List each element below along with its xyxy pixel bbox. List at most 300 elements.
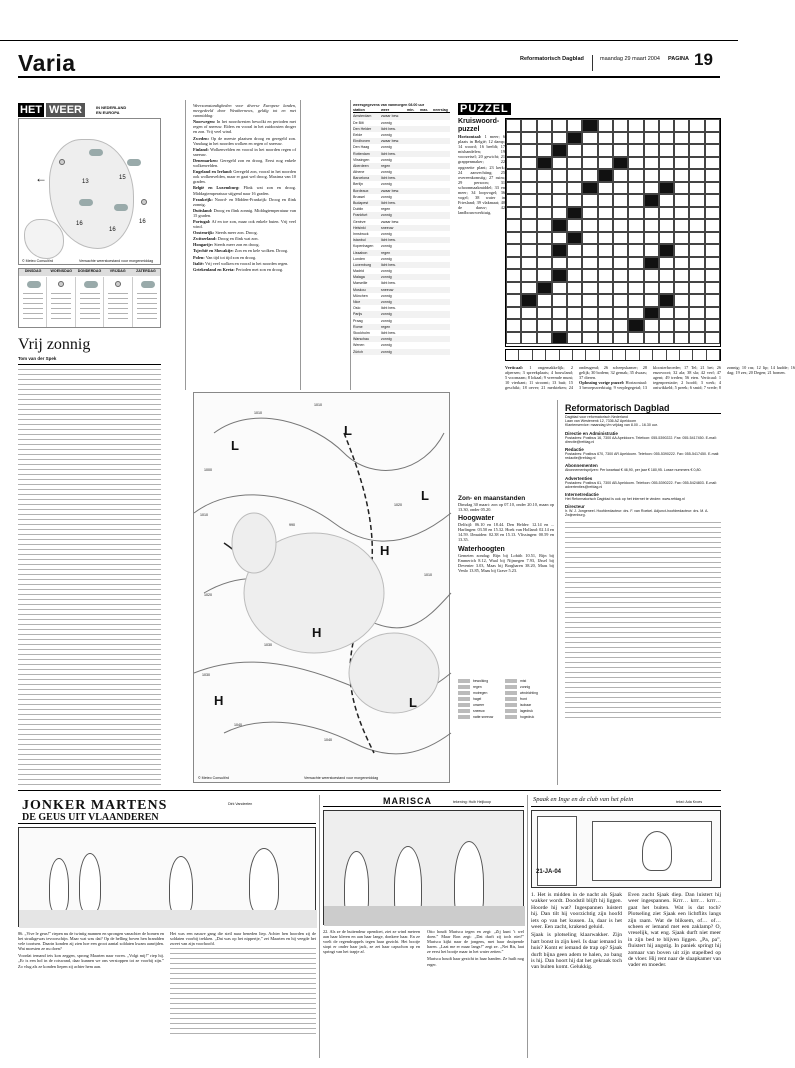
crossword-cell[interactable] [644,307,659,320]
crossword-cell[interactable] [659,219,674,232]
crossword-cell[interactable] [644,182,659,195]
crossword-cell[interactable] [689,157,704,170]
solution-cell[interactable] [640,350,653,360]
crossword-cell[interactable] [705,332,720,345]
crossword-cell[interactable] [552,119,567,132]
crossword-cell[interactable] [552,144,567,157]
crossword-cell[interactable] [582,169,597,182]
station-weather: zonnig [381,269,392,274]
crossword-cell[interactable] [537,307,552,320]
crossword-cell[interactable] [644,169,659,182]
crossword-cell[interactable] [598,132,613,145]
crossword-cell[interactable] [521,232,536,245]
crossword-cell[interactable] [613,194,628,207]
crossword-cell[interactable] [689,269,704,282]
crossword-cell[interactable] [537,319,552,332]
crossword-cell[interactable] [598,169,613,182]
crossword-cell[interactable] [537,169,552,182]
crossword-cell[interactable] [552,244,567,257]
crossword-cell[interactable] [506,194,521,207]
crossword-cell[interactable] [705,207,720,220]
crossword-cell[interactable] [628,307,643,320]
crossword-cell[interactable] [567,257,582,270]
crossword-cell[interactable] [582,144,597,157]
solution-cell[interactable] [680,350,693,360]
crossword-cell[interactable] [567,244,582,257]
crossword-cell[interactable] [567,144,582,157]
sun-icon [115,281,121,287]
crossword-cell[interactable] [628,219,643,232]
legend-symbol-icon [505,715,517,719]
crossword-cell[interactable] [644,319,659,332]
crossword-cell[interactable] [521,144,536,157]
crossword-cell[interactable] [628,282,643,295]
crossword-cell[interactable] [582,332,597,345]
crossword-cell[interactable] [628,232,643,245]
crossword-cell[interactable] [521,157,536,170]
crossword-cell[interactable] [598,257,613,270]
crossword-cell[interactable] [613,232,628,245]
station-weather: zonnig [381,194,392,199]
crossword-cell[interactable] [567,332,582,345]
crossword-cell[interactable] [659,182,674,195]
crossword-cell[interactable] [705,232,720,245]
crossword-cell[interactable] [644,219,659,232]
crossword-cell[interactable] [705,307,720,320]
crossword-cell[interactable] [659,294,674,307]
crossword-cell[interactable] [659,257,674,270]
crossword-cell[interactable] [628,132,643,145]
isobar-label: 1010 [314,403,322,407]
crossword-cell[interactable] [628,144,643,157]
crossword-cell[interactable] [644,232,659,245]
crossword-cell[interactable] [705,244,720,257]
crossword-cell[interactable] [674,332,689,345]
crossword-cell[interactable] [598,269,613,282]
crossword-cell[interactable] [552,207,567,220]
crossword-cell[interactable] [613,182,628,195]
marisca-text-2: Otto houdt Marisca tegen en zegt: „Zij kunt ’t wel doen.” Maar Ron zegt: „Dat durft zij toch niet!” Marisca kijkt naar de jongens, met haar druipende haren. „Laat me er maar langs!” zegt ze. „Net Ris, laat ze eerst het bootje maar in het water zetten.” [427,929,524,955]
crossword-cell[interactable] [689,219,704,232]
country-name: Finland: [193,146,209,152]
crossword-cell[interactable] [644,194,659,207]
crossword-cell[interactable] [628,269,643,282]
solution-cell[interactable] [560,350,573,360]
crossword-cell[interactable] [537,119,552,132]
crossword-cell[interactable] [567,307,582,320]
crossword-cell[interactable] [598,182,613,195]
crossword-cell[interactable] [705,169,720,182]
crossword-cell[interactable] [689,307,704,320]
station-name: Vlissingen [353,157,370,162]
crossword-cell[interactable] [537,207,552,220]
crossword-cell[interactable] [598,232,613,245]
crossword-cell[interactable] [613,119,628,132]
crossword-cell[interactable] [613,282,628,295]
issue-date: maandag 29 maart 2004 [600,56,660,62]
station-weather: licht bew. [381,281,396,286]
crossword-cell[interactable] [628,294,643,307]
crossword-cell[interactable] [613,307,628,320]
crossword-cell[interactable] [567,182,582,195]
jonker-illustration [18,827,316,927]
crossword-cell[interactable] [521,194,536,207]
crossword-cell[interactable] [705,182,720,195]
crossword-cell[interactable] [628,332,643,345]
crossword-cell[interactable] [705,269,720,282]
crossword-cell[interactable] [598,307,613,320]
map-temp: 16 [76,221,83,227]
crossword-cell[interactable] [705,294,720,307]
crossword-cell[interactable] [674,319,689,332]
crossword-cell[interactable] [537,244,552,257]
solution-cell[interactable] [693,350,706,360]
crossword-cell[interactable] [537,157,552,170]
crossword-cell[interactable] [552,294,567,307]
crossword-cell[interactable] [521,257,536,270]
crossword-cell[interactable] [613,319,628,332]
crossword-cell[interactable] [537,194,552,207]
crossword-cell[interactable] [537,269,552,282]
crossword-cell[interactable] [582,219,597,232]
crossword-cell[interactable] [598,219,613,232]
crossword-cell[interactable] [689,232,704,245]
crossword-cell[interactable] [644,257,659,270]
crossword-cell[interactable] [674,269,689,282]
crossword-cell[interactable] [644,282,659,295]
crossword-cell[interactable] [552,232,567,245]
crossword-cell[interactable] [674,257,689,270]
solution-cell[interactable] [653,350,666,360]
crossword-cell[interactable] [598,144,613,157]
crossword-cell[interactable] [567,169,582,182]
crossword-cell[interactable] [659,269,674,282]
crossword-cell[interactable] [552,319,567,332]
crossword-cell[interactable] [521,282,536,295]
crossword-cell[interactable] [506,182,521,195]
crossword-cell[interactable] [628,207,643,220]
crossword-cell[interactable] [674,282,689,295]
crossword-cell[interactable] [613,332,628,345]
crossword-cell[interactable] [689,207,704,220]
crossword-cell[interactable] [705,319,720,332]
crossword-cell[interactable] [552,157,567,170]
crossword-cell[interactable] [521,219,536,232]
sun-icon [141,199,147,205]
crossword-cell[interactable] [613,219,628,232]
crossword-cell[interactable] [628,257,643,270]
crossword-cell[interactable] [598,244,613,257]
solution-cell[interactable] [573,350,586,360]
crossword-cell[interactable] [705,219,720,232]
solution-cell[interactable] [626,350,639,360]
crossword-cell[interactable] [689,194,704,207]
colofon-address: Laan van Westenenk 12, 7336 AZ Apeldoorn [565,419,637,424]
crossword-cell[interactable] [644,269,659,282]
crossword-cell[interactable] [521,269,536,282]
solution-cell[interactable] [533,350,546,360]
crossword-cell[interactable] [537,282,552,295]
crossword-cell[interactable] [613,207,628,220]
crossword-cell[interactable] [674,244,689,257]
crossword-cell[interactable] [705,119,720,132]
crossword-cell[interactable] [659,232,674,245]
puzzle-logo-text: PUZZEL [460,103,509,115]
crossword-cell[interactable] [613,169,628,182]
column-body [18,369,161,789]
station-name: Luxemburg [353,262,371,267]
crossword-cell[interactable] [689,332,704,345]
crossword-cell[interactable] [689,182,704,195]
crossword-cell[interactable] [689,119,704,132]
crossword-cell[interactable] [644,144,659,157]
crossword-cell[interactable] [674,119,689,132]
crossword-cell[interactable] [506,157,521,170]
crossword-cell[interactable] [552,257,567,270]
crossword-cell[interactable] [521,319,536,332]
crossword-cell[interactable] [689,257,704,270]
crossword-cell[interactable] [659,307,674,320]
crossword-cell[interactable] [506,119,521,132]
crossword-cell[interactable] [613,257,628,270]
crossword-cell[interactable] [582,194,597,207]
crossword-cell[interactable] [521,169,536,182]
crossword-cell[interactable] [506,257,521,270]
crossword-cell[interactable] [582,307,597,320]
crossword-cell[interactable] [506,219,521,232]
crossword-cell[interactable] [674,132,689,145]
crossword-cell[interactable] [598,282,613,295]
crossword-cell[interactable] [567,219,582,232]
crossword-cell[interactable] [582,282,597,295]
crossword-cell[interactable] [705,157,720,170]
crossword-cell[interactable] [644,119,659,132]
crossword-cell[interactable] [582,232,597,245]
crossword-cell[interactable] [674,219,689,232]
solution-cell[interactable] [586,350,599,360]
crossword-cell[interactable] [582,244,597,257]
crossword-cell[interactable] [689,132,704,145]
crossword-cell[interactable] [613,244,628,257]
solution-cell[interactable] [519,350,532,360]
crossword-cell[interactable] [613,294,628,307]
crossword-cell[interactable] [598,119,613,132]
crossword-cell[interactable] [705,282,720,295]
crossword-cell[interactable] [689,319,704,332]
crossword-cell[interactable] [705,144,720,157]
crossword-cell[interactable] [598,332,613,345]
crossword-cell[interactable] [537,257,552,270]
crossword-cell[interactable] [552,132,567,145]
crossword-cell[interactable] [674,144,689,157]
crossword-cell[interactable] [567,232,582,245]
europe-intro: Weersomstandigheden voor diverse Europese landen, meegedeeld door Weathernews, geldig tot en met vanmiddag: [193,103,296,119]
crossword-cell[interactable] [506,319,521,332]
crossword-cell[interactable] [659,119,674,132]
jonker-author: Dirk Vandeelen [228,802,253,806]
crossword-cell[interactable] [582,319,597,332]
crossword-cell[interactable] [628,182,643,195]
crossword-cell[interactable] [628,157,643,170]
crossword-cell[interactable] [644,207,659,220]
crossword-cell[interactable] [567,119,582,132]
crossword-cell[interactable] [567,157,582,170]
crossword-cell[interactable] [521,119,536,132]
crossword-cell[interactable] [659,244,674,257]
station-name: Kopenhagen [353,244,374,249]
crossword-cell[interactable] [567,207,582,220]
crossword-cell[interactable] [705,257,720,270]
crossword-cell[interactable] [506,232,521,245]
crossword-cell[interactable] [506,207,521,220]
crossword-cell[interactable] [582,182,597,195]
station-name: Aberdeen [353,163,369,168]
crossword-cell[interactable] [521,182,536,195]
crossword-cell[interactable] [644,294,659,307]
crossword-cell[interactable] [659,144,674,157]
solution-cell[interactable] [667,350,680,360]
crossword-cell[interactable] [659,194,674,207]
crossword-cell[interactable] [521,207,536,220]
crossword-cell[interactable] [582,157,597,170]
crossword-cell[interactable] [674,307,689,320]
crossword-cell[interactable] [537,294,552,307]
crossword-cell[interactable] [552,332,567,345]
solution-cell[interactable] [600,350,613,360]
crossword-cell[interactable] [582,257,597,270]
crossword-cell[interactable] [582,132,597,145]
crossword-cell[interactable] [552,282,567,295]
crossword-cell[interactable] [582,269,597,282]
station-name: Athene [353,170,365,175]
solution-cell[interactable] [707,350,720,360]
crossword-cell[interactable] [598,207,613,220]
crossword-cell[interactable] [598,194,613,207]
crossword-cell[interactable] [659,132,674,145]
country-name: Griekenland en Kreta: [193,266,235,272]
crossword-cell[interactable] [537,219,552,232]
crossword-cell[interactable] [628,319,643,332]
crossword-cell[interactable] [521,244,536,257]
crossword-cell[interactable] [506,269,521,282]
crossword-cell[interactable] [644,244,659,257]
crossword-cell[interactable] [537,132,552,145]
crossword-cell[interactable] [613,269,628,282]
crossword-cell[interactable] [644,332,659,345]
puzzle-horizontal-label: Horizontaal: [458,134,482,139]
crossword-cell[interactable] [659,282,674,295]
crossword-cell[interactable] [537,182,552,195]
crossword-cell[interactable] [674,207,689,220]
crossword-cell[interactable] [552,219,567,232]
crossword-cell[interactable] [644,157,659,170]
crossword-cell[interactable] [506,144,521,157]
legend-symbol-icon [505,697,517,701]
crossword-cell[interactable] [674,294,689,307]
crossword-cell[interactable] [705,132,720,145]
crossword-cell[interactable] [628,119,643,132]
crossword-cell[interactable] [689,282,704,295]
crossword-cell[interactable] [582,207,597,220]
crossword-cell[interactable] [598,319,613,332]
crossword-cell[interactable] [674,182,689,195]
crossword-cell[interactable] [506,294,521,307]
crossword-cell[interactable] [506,132,521,145]
crossword-cell[interactable] [674,232,689,245]
crossword-cell[interactable] [628,244,643,257]
crossword-cell[interactable] [582,119,597,132]
crossword-cell[interactable] [613,157,628,170]
crossword-cell[interactable] [567,282,582,295]
crossword-cell[interactable] [567,269,582,282]
crossword-cell[interactable] [552,182,567,195]
crossword-cell[interactable] [537,232,552,245]
crossword-cell[interactable] [537,332,552,345]
crossword-cell[interactable] [506,307,521,320]
crossword-cell[interactable] [552,194,567,207]
station-name: München [353,293,368,298]
crossword-cell[interactable] [552,307,567,320]
colofon-section-text: Het Reformatorisch Dagblad is ook op het internet te vinden: www.refdag.nl [565,497,685,502]
crossword-cell[interactable] [689,169,704,182]
solution-cell[interactable] [613,350,626,360]
crossword-cell[interactable] [674,194,689,207]
solution-cell[interactable] [506,350,519,360]
crossword-cell[interactable] [689,244,704,257]
crossword-cell[interactable] [582,294,597,307]
crossword-cell[interactable] [674,157,689,170]
station-weather: zonnig [381,312,392,317]
crossword-cell[interactable] [552,269,567,282]
crossword-cell[interactable] [659,332,674,345]
crossword-cell[interactable] [521,332,536,345]
cloud-icon [79,199,93,206]
crossword-cell[interactable] [659,207,674,220]
crossword-cell[interactable] [506,169,521,182]
crossword-cell[interactable] [613,144,628,157]
crossword-cell[interactable] [659,169,674,182]
country-name: Hongarije: [193,242,214,248]
crossword-cell[interactable] [689,144,704,157]
crossword-cell[interactable] [506,332,521,345]
crossword-cell[interactable] [506,244,521,257]
crossword-cell[interactable] [506,282,521,295]
high-pressure-icon: H [380,543,390,558]
crossword-cell[interactable] [659,319,674,332]
crossword-cell[interactable] [689,294,704,307]
crossword-cell[interactable] [521,132,536,145]
crossword-cell[interactable] [705,194,720,207]
crossword-cell[interactable] [613,132,628,145]
crossword-cell[interactable] [567,194,582,207]
crossword-cell[interactable] [537,144,552,157]
crossword-cell[interactable] [644,132,659,145]
crossword-cell[interactable] [521,307,536,320]
crossword-cell[interactable] [567,294,582,307]
crossword-cell[interactable] [567,132,582,145]
solution-cell[interactable] [546,350,559,360]
crossword-cell[interactable] [552,169,567,182]
crossword-cell[interactable] [674,169,689,182]
crossword-cell[interactable] [598,294,613,307]
crossword-cell[interactable] [628,194,643,207]
crossword-cell[interactable] [628,169,643,182]
crossword-cell[interactable] [659,157,674,170]
crossword-cell[interactable] [521,294,536,307]
crossword-cell[interactable] [598,157,613,170]
crossword-cell[interactable] [567,319,582,332]
marisca-text-3: Marisca houdt haar gezicht in haar handen. Ze huilt nog erger. [427,956,524,967]
